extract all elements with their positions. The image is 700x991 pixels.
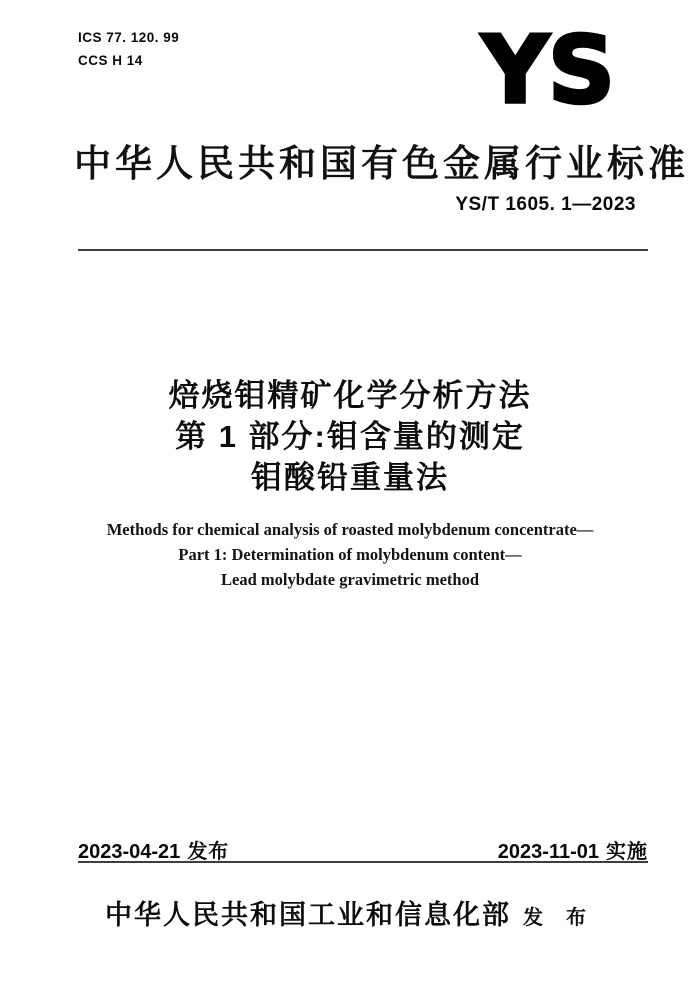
publisher-row (0, 893, 700, 932)
standard-category-title: 中华人民共和国有色金属行业标准 (74, 143, 689, 184)
english-title (0, 517, 700, 592)
chinese-title-line-3: 钼酸铅重量法 (251, 460, 449, 495)
issue-date-label: 发布 (187, 841, 230, 863)
ics-block (78, 26, 179, 72)
chinese-title (0, 375, 700, 498)
chinese-title-line-2: 第 1 部分:钼含量的测定 (175, 419, 525, 454)
footer-divider (78, 861, 648, 863)
english-title-line-1: Methods for chemical analysis of roasted molybdenum concentrate— (106, 520, 594, 539)
ics-code: ICS 77. 120. 99 (78, 30, 180, 45)
implementation-date: 2023-11-01 (497, 841, 599, 863)
english-title-line-3: Lead molybdate gravimetric method (221, 570, 479, 589)
publisher-name: 中华人民共和国工业和信息化部 (105, 900, 511, 930)
ys-logo: YS (481, 16, 614, 124)
english-title-line-2: Part 1: Determination of molybdenum content— (178, 545, 522, 564)
issue-date-group (78, 835, 229, 864)
chinese-title-line-1: 焙烧钼精矿化学分析方法 (168, 378, 532, 413)
header-divider (78, 249, 648, 251)
implementation-date-group (498, 835, 648, 864)
ccs-code: CCS H 14 (78, 53, 143, 68)
publish-label: 发 布 (523, 907, 595, 929)
dates-row (78, 835, 648, 864)
implementation-date-label: 实施 (606, 841, 648, 863)
issue-date: 2023-04-21 (78, 841, 181, 863)
standard-number: YS/T 1605. 1—2023 (455, 194, 636, 215)
